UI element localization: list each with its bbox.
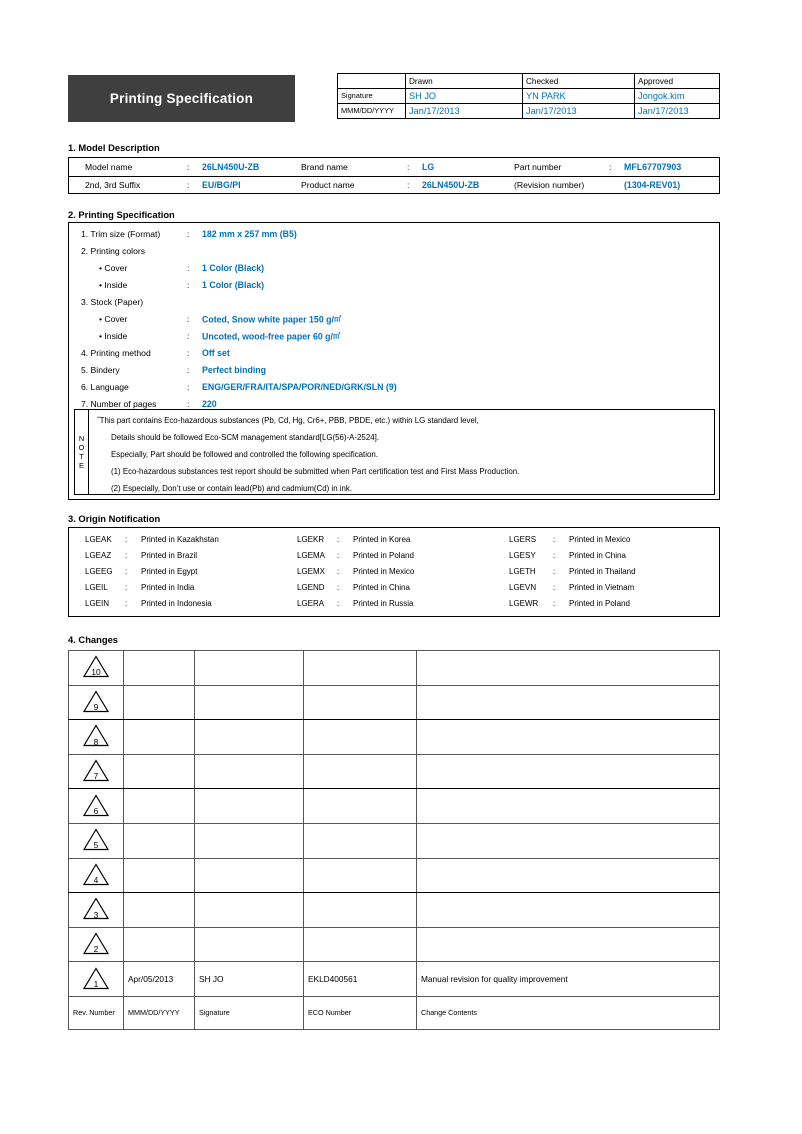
origin-colon: : — [125, 535, 128, 544]
change-eco-number — [304, 858, 417, 893]
note-label-vertical — [75, 410, 89, 494]
origin-code-lgema: LGEMA — [297, 551, 326, 560]
change-contents — [417, 651, 720, 686]
origin-text-lgevn: Printed in Vietnam — [569, 583, 635, 592]
origin-text-lgein: Printed in Indonesia — [141, 599, 212, 608]
revision-triangle-icon — [83, 690, 109, 713]
signature-drawn: SH JO — [406, 89, 523, 104]
origin-colon: : — [337, 583, 340, 592]
spec-cover-color-value: 1 Color (Black) — [202, 263, 265, 273]
change-signature — [195, 858, 304, 893]
note-letter-o: O — [78, 442, 85, 452]
change-date — [124, 651, 195, 686]
revision-triangle-icon — [83, 759, 109, 782]
origin-code-lgers: LGERS — [509, 535, 537, 544]
legend-change-contents: Change Contents — [417, 996, 720, 1029]
brand-name-value: LG — [422, 162, 435, 172]
origin-colon: : — [553, 551, 556, 560]
model-name-label: Model name — [85, 162, 133, 172]
change-date — [124, 754, 195, 789]
spec-printing-method-colon: : — [187, 348, 190, 358]
change-signature — [195, 720, 304, 755]
spec-pages-value: 220 — [202, 399, 217, 409]
change-contents — [417, 685, 720, 720]
signature-approval-table — [337, 73, 720, 119]
spec-printing-colors-label: 2. Printing colors — [81, 246, 146, 256]
page-title-banner — [68, 75, 295, 122]
revision-number: 8 — [93, 736, 99, 747]
revision-marker-cell — [69, 927, 124, 962]
table-row — [338, 104, 720, 119]
origin-colon: : — [553, 583, 556, 592]
date-checked: Jan/17/2013 — [523, 104, 635, 119]
section-heading-origin: 3. Origin Notification — [68, 513, 161, 524]
revision-number-value: (1304-REV01) — [624, 180, 681, 190]
change-eco-number — [304, 893, 417, 928]
change-signature — [195, 893, 304, 928]
origin-text-lgeil: Printed in India — [141, 583, 195, 592]
spec-cover-stock-label: • Cover — [99, 314, 128, 324]
revision-marker-cell — [69, 858, 124, 893]
change-date — [124, 858, 195, 893]
origin-colon: : — [337, 551, 340, 560]
revision-triangle-icon — [83, 828, 109, 851]
spec-printing-method-value: Off set — [202, 348, 230, 358]
spec-inside-color-label: • Inside — [99, 280, 128, 290]
change-signature: SH JO — [195, 962, 304, 997]
change-eco-number — [304, 720, 417, 755]
spec-cover-stock-value — [202, 314, 341, 324]
change-signature — [195, 651, 304, 686]
section-heading-changes: 4. Changes — [68, 634, 119, 645]
origin-code-lgekr: LGEKR — [297, 535, 325, 544]
printing-specification-box — [68, 222, 720, 500]
change-eco-number: EKLD400561 — [304, 962, 417, 997]
spec-trim-size-colon: : — [187, 229, 190, 239]
sig-header-checked: Checked — [523, 74, 635, 89]
origin-colon: : — [337, 535, 340, 544]
origin-code-lgeeg: LGEEG — [85, 567, 113, 576]
change-eco-number — [304, 754, 417, 789]
origin-code-lgend: LGEND — [297, 583, 325, 592]
spec-cover-stock-colon: : — [187, 314, 190, 324]
legend-rev-number: Rev. Number — [69, 996, 124, 1029]
spec-cover-color-colon: : — [187, 263, 190, 273]
note-letter-e: E — [79, 461, 84, 471]
change-contents: Manual revision for quality improvement — [417, 962, 720, 997]
change-contents — [417, 858, 720, 893]
origin-code-lgewr: LGEWR — [509, 599, 539, 608]
spec-inside-color-value: 1 Color (Black) — [202, 280, 265, 290]
change-date: Apr/05/2013 — [124, 962, 195, 997]
change-contents — [417, 754, 720, 789]
table-row — [338, 74, 720, 89]
change-signature — [195, 754, 304, 789]
note-line-5: (2) Especially, Don’t use or contain lead(Pb) and cadmium(Cd) in ink. — [111, 484, 353, 493]
brand-name-colon: : — [407, 162, 410, 172]
change-date — [124, 927, 195, 962]
revision-number: 1 — [93, 978, 99, 989]
legend-signature: Signature — [195, 996, 304, 1029]
revision-marker-cell — [69, 823, 124, 858]
sig-header-approved: Approved — [635, 74, 720, 89]
revision-triangle-icon — [83, 967, 109, 990]
spec-language-colon: : — [187, 382, 190, 392]
origin-text-lgesy: Printed in China — [569, 551, 626, 560]
origin-text-lgeth: Printed in Thailand — [569, 567, 636, 576]
change-eco-number — [304, 651, 417, 686]
spec-inside-stock-text: Uncoted, wood-free paper 60 g/ — [202, 331, 333, 342]
part-number-value: MFL67707903 — [624, 162, 682, 172]
change-eco-number — [304, 685, 417, 720]
revision-number: 2 — [93, 944, 99, 955]
spec-printing-method-label: 4. Printing method — [81, 348, 151, 358]
table-row — [69, 927, 720, 962]
origin-text-lgewr: Printed in Poland — [569, 599, 630, 608]
product-name-label: Product name — [301, 180, 355, 190]
changes-table-body — [69, 651, 720, 1030]
revision-marker-cell — [69, 685, 124, 720]
origin-code-lgevn: LGEVN — [509, 583, 537, 592]
spec-trim-size-label: 1. Trim size (Format) — [81, 229, 161, 239]
origin-code-lgera: LGERA — [297, 599, 325, 608]
product-name-colon: : — [407, 180, 410, 190]
date-approved: Jan/17/2013 — [635, 104, 720, 119]
change-eco-number — [304, 789, 417, 824]
change-contents — [417, 893, 720, 928]
note-line-1: ˝This part contains Eco-hazardous substances (Pb, Cd, Hg, Cr6+, PBB, PBDE, etc.) within LG standard level, — [97, 416, 479, 425]
section-heading-printing: 2. Printing Specification — [68, 209, 175, 220]
legend-eco-number: ECO Number — [304, 996, 417, 1029]
origin-colon: : — [125, 599, 128, 608]
origin-colon: : — [125, 567, 128, 576]
spec-inside-stock-value — [202, 331, 340, 341]
origin-code-lgeth: LGETH — [509, 567, 536, 576]
note-letter-t: T — [79, 452, 84, 461]
spec-cover-stock-text: Coted, Snow white paper 150 g/ — [202, 314, 334, 325]
origin-code-lgeaz: LGEAZ — [85, 551, 112, 560]
origin-text-lgeaz: Printed in Brazil — [141, 551, 198, 560]
product-name-value: 26LN450U-ZB — [422, 180, 480, 190]
note-letter-n: N — [78, 433, 85, 443]
origin-colon: : — [553, 599, 556, 608]
change-eco-number — [304, 823, 417, 858]
spec-inside-color-colon: : — [187, 280, 190, 290]
revision-triangle-icon — [83, 897, 109, 920]
change-signature — [195, 685, 304, 720]
change-signature — [195, 789, 304, 824]
table-row — [69, 858, 720, 893]
spec-bindery-label: 5. Bindery — [81, 365, 120, 375]
change-date — [124, 720, 195, 755]
spec-stock-label: 3. Stock (Paper) — [81, 297, 144, 307]
spec-trim-size-value: 182 mm x 257 mm (B5) — [202, 229, 297, 239]
section-heading-model: 1. Model Description — [68, 142, 160, 153]
revision-marker-cell — [69, 720, 124, 755]
origin-text-lgend: Printed in China — [353, 583, 410, 592]
table-row — [338, 89, 720, 104]
model-name-value: 26LN450U-ZB — [202, 162, 260, 172]
revision-triangle-icon — [83, 863, 109, 886]
date-drawn: Jan/17/2013 — [406, 104, 523, 119]
change-date — [124, 823, 195, 858]
origin-code-lgemx: LGEMX — [297, 567, 326, 576]
revision-marker-cell — [69, 962, 124, 997]
signature-approved: Jongok.kim — [635, 89, 720, 104]
suffix-value: EU/BG/PI — [202, 180, 241, 190]
table-row — [69, 789, 720, 824]
model-name-colon: : — [187, 162, 190, 172]
change-date — [124, 685, 195, 720]
change-eco-number — [304, 927, 417, 962]
suffix-colon: : — [187, 180, 190, 190]
revision-number: 3 — [93, 909, 99, 920]
revision-marker-cell — [69, 893, 124, 928]
change-contents — [417, 789, 720, 824]
revision-number: 10 — [91, 667, 101, 678]
table-row — [69, 893, 720, 928]
table-row — [69, 823, 720, 858]
changes-table — [68, 650, 720, 1030]
spec-cover-color-label: • Cover — [99, 263, 128, 273]
origin-text-lgeak: Printed in Kazakhstan — [141, 535, 219, 544]
spec-language-label: 6. Language — [81, 382, 129, 392]
revision-number: 6 — [93, 805, 99, 816]
origin-code-lgesy: LGESY — [509, 551, 536, 560]
origin-colon: : — [125, 551, 128, 560]
origin-text-lgemx: Printed in Mexico — [353, 567, 415, 576]
revision-number: 7 — [93, 771, 99, 782]
table-row — [69, 158, 719, 176]
note-line-4: (1) Eco-hazardous substances test report should be submitted when Part certification test and First Mass Production. — [111, 467, 520, 476]
origin-text-lgeeg: Printed in Egypt — [141, 567, 198, 576]
table-row — [69, 685, 720, 720]
change-contents — [417, 823, 720, 858]
origin-colon: : — [337, 567, 340, 576]
origin-colon: : — [553, 567, 556, 576]
table-row — [69, 651, 720, 686]
revision-number: 5 — [93, 840, 99, 851]
brand-name-label: Brand name — [301, 162, 348, 172]
revision-marker-cell — [69, 789, 124, 824]
origin-colon: : — [337, 599, 340, 608]
change-date — [124, 789, 195, 824]
spec-pages-colon: : — [187, 399, 190, 409]
origin-colon: : — [125, 583, 128, 592]
spec-language-value: ENG/GER/FRA/ITA/SPA/POR/NED/GRK/SLN (9) — [202, 382, 397, 392]
change-signature — [195, 927, 304, 962]
table-row — [69, 176, 719, 194]
spec-bindery-colon: : — [187, 365, 190, 375]
revision-marker-cell — [69, 651, 124, 686]
part-number-label: Part number — [514, 162, 562, 172]
origin-code-lgeil: LGEIL — [85, 583, 108, 592]
revision-triangle-icon — [83, 932, 109, 955]
sig-header-drawn: Drawn — [406, 74, 523, 89]
suffix-label: 2nd, 3rd Suffix — [85, 180, 141, 190]
signature-checked: YN PARK — [523, 89, 635, 104]
legend-date: MMM/DD/YYYY — [124, 996, 195, 1029]
change-contents — [417, 720, 720, 755]
origin-code-lgeak: LGEAK — [85, 535, 112, 544]
sig-corner-cell — [338, 74, 406, 89]
spec-inside-stock-label: • Inside — [99, 331, 128, 341]
note-line-3: Especially, Part should be followed and controlled the following specification. — [111, 450, 378, 459]
revision-number: 9 — [93, 701, 99, 712]
part-number-colon: : — [609, 162, 612, 172]
note-line-2: Details should be followed Eco-SCM management standard[LG(56)-A-2524]. — [111, 433, 379, 442]
spec-cover-stock-unit: ㎡ — [333, 316, 341, 323]
change-signature — [195, 823, 304, 858]
change-contents — [417, 927, 720, 962]
origin-code-lgein: LGEIN — [85, 599, 110, 608]
spec-inside-stock-colon: : — [187, 331, 190, 341]
origin-text-lgera: Printed in Russia — [353, 599, 414, 608]
changes-legend-row — [69, 996, 720, 1029]
table-row — [69, 720, 720, 755]
sig-row-label-date: MMM/DD/YYYY — [338, 104, 406, 119]
page-title: Printing Specification — [109, 91, 254, 106]
table-row — [69, 962, 720, 997]
revision-number: 4 — [93, 874, 99, 885]
spec-bindery-value: Perfect binding — [202, 365, 267, 375]
origin-text-lgekr: Printed in Korea — [353, 535, 411, 544]
origin-text-lgers: Printed in Mexico — [569, 535, 631, 544]
change-date — [124, 893, 195, 928]
revision-triangle-icon — [83, 655, 109, 678]
revision-number-label: (Revision number) — [514, 180, 585, 190]
revision-triangle-icon — [83, 794, 109, 817]
revision-marker-cell — [69, 754, 124, 789]
revision-triangle-icon — [83, 724, 109, 747]
origin-text-lgema: Printed in Poland — [353, 551, 414, 560]
sig-row-label-signature: Signature — [338, 89, 406, 104]
table-row — [69, 754, 720, 789]
note-box — [74, 409, 715, 495]
model-description-table — [68, 157, 720, 194]
origin-notification-table — [68, 527, 720, 617]
origin-colon: : — [553, 535, 556, 544]
spec-inside-stock-unit: ㎡ — [333, 333, 340, 340]
spec-pages-label: 7. Number of pages — [81, 399, 157, 409]
